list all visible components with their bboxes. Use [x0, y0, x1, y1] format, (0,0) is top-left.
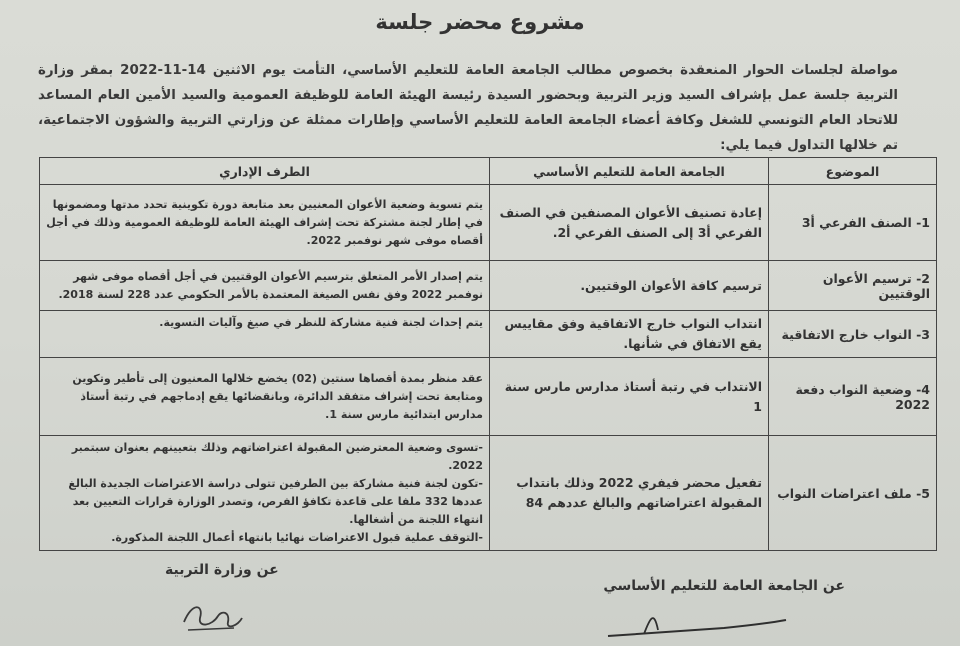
admin-line: عقد منظر بمدة أقصاها سنتين (02) يخضع خلالها المعنيون إلى تأطير وتكوين ومتابعة تحت إشراف متفقد الدائرة، وبانقضائها يقع إدماجهم في رتبة أستاذ مدارس ابتدائية مارس سنة 1.	[72, 371, 483, 421]
admin-line: -تسوى وضعية المعترضين المقبولة اعتراضاتهم وذلك بتعيينهم بعنوان سبتمبر 2022.	[71, 441, 483, 472]
row-subject: 1- الصنف الفرعي أ3	[769, 185, 937, 261]
table-row	[40, 436, 937, 551]
row-admin-response	[40, 358, 490, 436]
row-union-demand: تفعيل محضر فيفري 2022 وذلك بانتداب المقبولة اعتراضاتهم والبالغ عددهم 84	[490, 436, 769, 551]
table-row	[40, 261, 937, 311]
row-union-demand: انتداب النواب خارج الاتفاقية وفق مقاييس يقع الاتفاق في شأنها.	[490, 311, 769, 358]
table-header-row	[40, 158, 937, 185]
agreement-table	[39, 157, 937, 551]
admin-line: -تكون لجنة فنية مشاركة بين الطرفين تتولى دراسة الاعتراضات الجديدة البالغ عددها 332 ملفا على قاعدة تكافؤ الفرص، وتصدر الوزارة قرارات التعيين بعد انتهاء اللجنة من أشغالها.	[68, 477, 483, 526]
row-subject: 4- وضعية النواب دفعة 2022	[769, 358, 937, 436]
signature-ministry-label: عن وزارة التربية	[165, 562, 279, 578]
header-admin: الطرف الإداري	[40, 158, 490, 185]
agreement-table-wrapper	[39, 157, 937, 549]
row-subject: 3- النواب خارج الاتفاقية	[769, 311, 937, 358]
row-admin-response	[40, 185, 490, 261]
row-subject: 5- ملف اعتراضات النواب	[769, 436, 937, 551]
row-union-demand: ترسيم كافة الأعوان الوقتيين.	[490, 261, 769, 311]
row-subject: 2- ترسيم الأعوان الوقتيين	[769, 261, 937, 311]
ministry-signature-mark	[178, 596, 248, 638]
row-admin-response	[40, 436, 490, 551]
table-row	[40, 311, 937, 358]
row-union-demand: إعادة تصنيف الأعوان المصنفين في الصنف الفرعي أ3 إلى الصنف الفرعي أ2.	[490, 185, 769, 261]
header-subject: الموضوع	[769, 158, 937, 185]
header-union: الجامعة العامة للتعليم الأساسي	[490, 158, 769, 185]
table-row	[40, 185, 937, 261]
signature-union-label: عن الجامعة العامة للتعليم الأساسي	[603, 578, 845, 594]
admin-line: يتم إحداث لجنة فنية مشاركة للنظر في صيغ وآليات التسوية.	[159, 316, 483, 329]
row-union-demand: الانتداب في رتبة أستاذ مدارس مارس سنة 1	[490, 358, 769, 436]
union-signature-mark	[604, 600, 790, 644]
admin-line: -التوقف عملية قبول الاعتراضات نهائيا بانتهاء أعمال اللجنة المذكورة.	[111, 531, 483, 544]
admin-line: يتم تسوية وضعية الأعوان المعنيين بعد متابعة دورة تكوينية تحدد مدتها ومضمونها في إطار لجنة مشتركة تحت إشراف الهيئة العامة للوظيفة العمومية وذلك في أجل أقصاه موفى شهر نوفمبر 2022.	[46, 197, 483, 247]
row-admin-response	[40, 261, 490, 311]
row-admin-response	[40, 311, 490, 358]
admin-line: يتم إصدار الأمر المتعلق بترسيم الأعوان الوقتيين في أجل أقصاه موفى شهر نوفمبر 2022 وفق نفس الصيغة المعتمدة بالأمر الحكومي عدد 228 لسنة 2018.	[58, 269, 483, 301]
intro-paragraph: مواصلة لجلسات الحوار المنعقدة بخصوص مطالب الجامعة العامة للتعليم الأساسي، التأمت يوم الاثنين 14-11-2022 بمقر وزارة التربية جلسة عمل بإشراف السيد وزير التربية وبحضور السيدة رئيسة الهيئة العامة للوظيفة العمومية والسيد الأمين العام المساعد للاتحاد العام التونسي للشغل وكافة أعضاء الجامعة العامة للتعليم الأساسي وإطارات ممثلة عن وزارتي التربية والشؤون الاجتماعية، تم خلالها التداول فيما يلي:	[38, 63, 898, 153]
document-title: مشروع محضر جلسة	[375, 10, 585, 34]
table-row	[40, 358, 937, 436]
